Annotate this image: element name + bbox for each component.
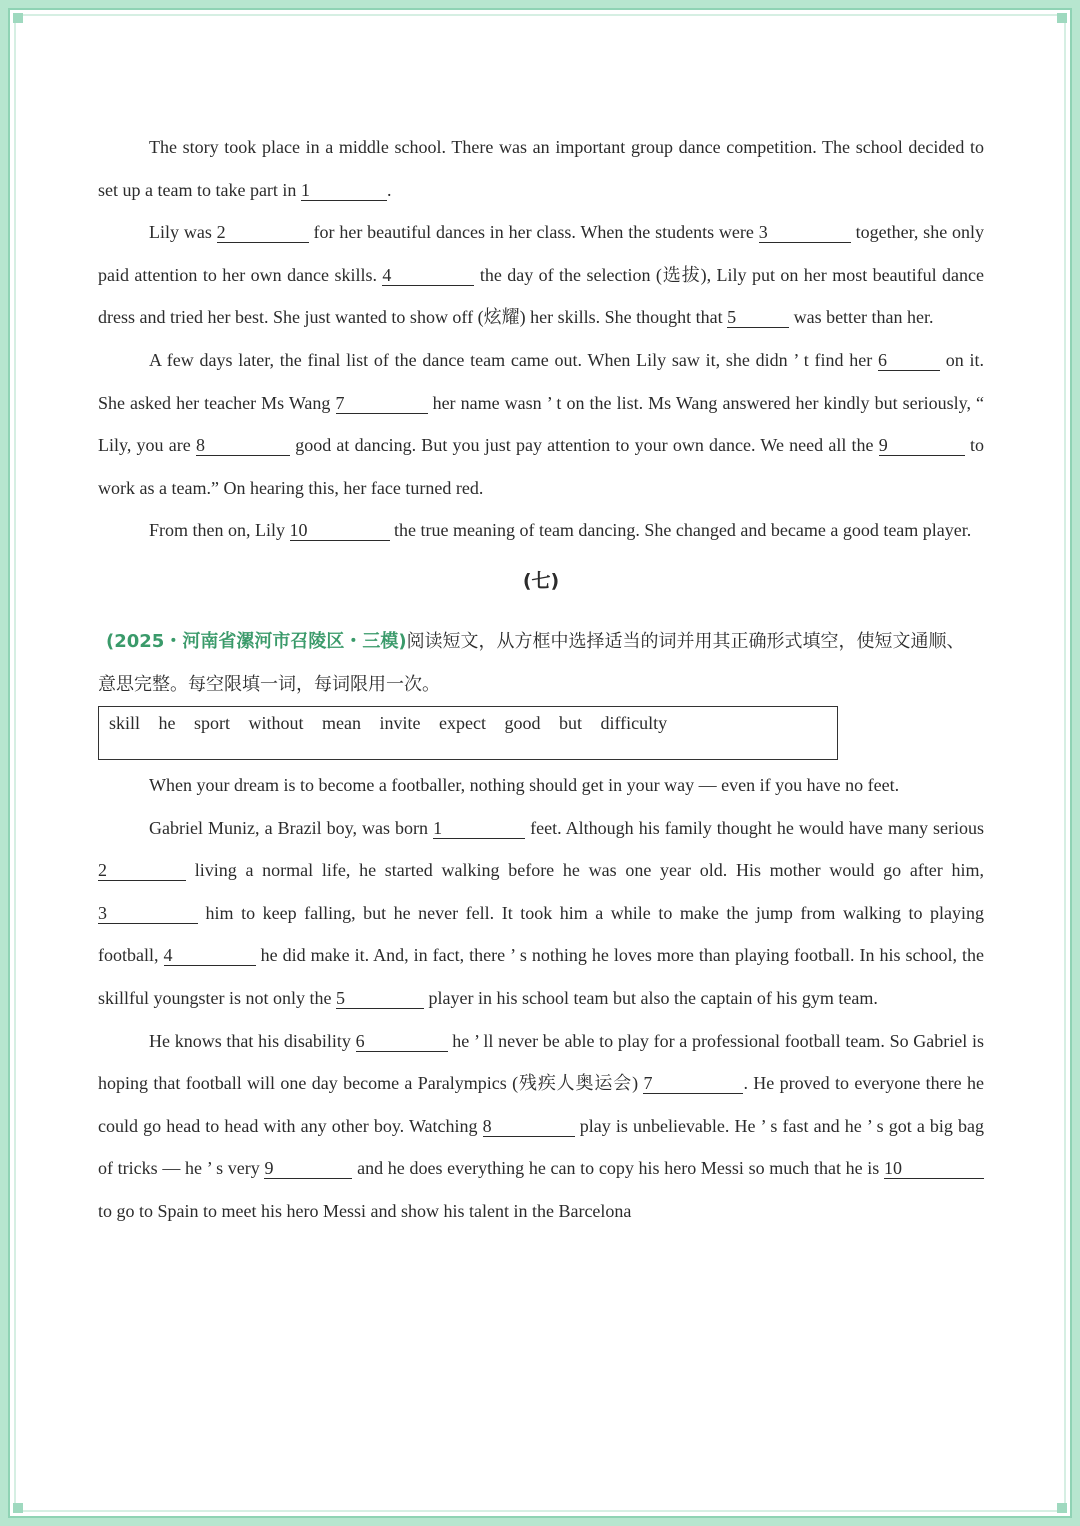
answer-blank[interactable]: 8 xyxy=(196,435,290,456)
corner-ornament xyxy=(13,13,23,23)
word-option: difficulty xyxy=(600,712,668,733)
answer-blank[interactable]: 9 xyxy=(879,435,965,456)
passage-a-paragraph: The story took place in a middle school. There was an important group dance competition. The school decided to set up a team to take part in 1 . xyxy=(98,137,984,200)
word-option: expect xyxy=(439,712,486,733)
word-option: skill xyxy=(109,712,141,733)
corner-ornament xyxy=(1057,13,1067,23)
answer-blank[interactable]: 6 xyxy=(356,1031,448,1052)
word-option: sport xyxy=(194,712,231,733)
answer-blank[interactable]: 7 xyxy=(336,393,428,414)
answer-blank[interactable]: 5 xyxy=(727,307,789,328)
passage-a-paragraph: From then on, Lily 10 the true meaning of team dancing. She changed and became a good team player. xyxy=(149,520,972,541)
answer-blank[interactable]: 3 xyxy=(759,222,851,243)
answer-blank[interactable]: 2 xyxy=(217,222,309,243)
word-box xyxy=(98,706,838,760)
answer-blank[interactable]: 4 xyxy=(164,945,256,966)
passage-b-paragraph: Gabriel Muniz, a Brazil boy, was born 1 feet. Although his family thought he would have many serious 2 living a normal life, he started walking before he was one year old. His mother would go after him, 3 him to keep falling, but he never fell. It took him a while to make the jump from walking to playing football, 4 he did make it. And, in fact, there ’ s nothing he loves more than playing football. In his school, the skillful youngster is not only the 5 player in his school team but also the captain of his gym team. xyxy=(98,817,985,1008)
answer-blank[interactable]: 1 xyxy=(433,818,525,839)
answer-blank[interactable]: 4 xyxy=(382,265,474,286)
word-option: mean xyxy=(322,712,362,733)
answer-blank[interactable]: 5 xyxy=(336,988,424,1009)
answer-blank[interactable]: 2 xyxy=(98,860,186,881)
instruction-line: 意思完整。每空限填一词，每词限用一次。 xyxy=(98,673,440,694)
passage-b-paragraph: When your dream is to become a footballer, nothing should get in your way — even if you have no feet. xyxy=(149,774,900,795)
word-option: he xyxy=(158,712,176,733)
answer-blank[interactable]: 3 xyxy=(98,903,198,924)
passage-a-paragraph: Lily was 2 for her beautiful dances in her class. When the students were 3 together, she only paid attention to her own dance skills. 4 the day of the selection (选拔), Lily put on her most beautiful dance dress and tried her best. She just wanted to show off (炫耀) her skills. She thought that 5 was better than her. xyxy=(98,222,985,328)
answer-blank[interactable]: 8 xyxy=(483,1116,575,1137)
corner-ornament xyxy=(1057,1503,1067,1513)
section-title: (七) xyxy=(522,569,560,592)
worksheet-content xyxy=(98,126,984,1232)
answer-blank[interactable]: 7 xyxy=(643,1073,743,1094)
answer-blank[interactable]: 10 xyxy=(884,1158,984,1179)
passage-a-paragraph: A few days later, the final list of the dance team came out. When Lily saw it, she didn ’ t find her 6 on it. She asked her teacher Ms Wang 7 her name wasn ’ t on the list. Ms Wang answered her kindly but seriously, “ Lily, you are 8 good at dancing. But you just pay attention to your own dance. We need all the 9 to work as a team.” On hearing this, her face turned red. xyxy=(98,349,985,498)
answer-blank[interactable]: 10 xyxy=(290,520,390,541)
answer-blank[interactable]: 9 xyxy=(264,1158,352,1179)
answer-blank[interactable]: 6 xyxy=(878,350,940,371)
word-option: but xyxy=(558,712,582,733)
instruction-line: (2025・河南省漯河市召陵区・三模)阅读短文，从方框中选择适当的词并用其正确形式填空，使短文通顺、 xyxy=(106,630,965,652)
exam-source: (2025・河南省漯河市召陵区・三模) xyxy=(106,630,407,652)
passage-b-paragraph: He knows that his disability 6 he ’ ll never be able to play for a professional football team. So Gabriel is hoping that football will one day become a Paralympics (残疾人奥运会) 7 . He proved to everyone there he could go head to head with any other boy. Watching 8 play is unbelievable. He ’ s fast and he ’ s got a big bag of tricks — he ’ s very 9 and he does everything he can to copy his hero Messi so much that he is 10 to go to Spain to meet his hero Messi and show his talent in the Barcelona xyxy=(98,1030,985,1221)
word-option: good xyxy=(504,712,541,733)
corner-ornament xyxy=(13,1503,23,1513)
word-option: without xyxy=(248,712,304,733)
answer-blank[interactable]: 1 xyxy=(301,180,387,201)
word-option: invite xyxy=(379,712,421,733)
